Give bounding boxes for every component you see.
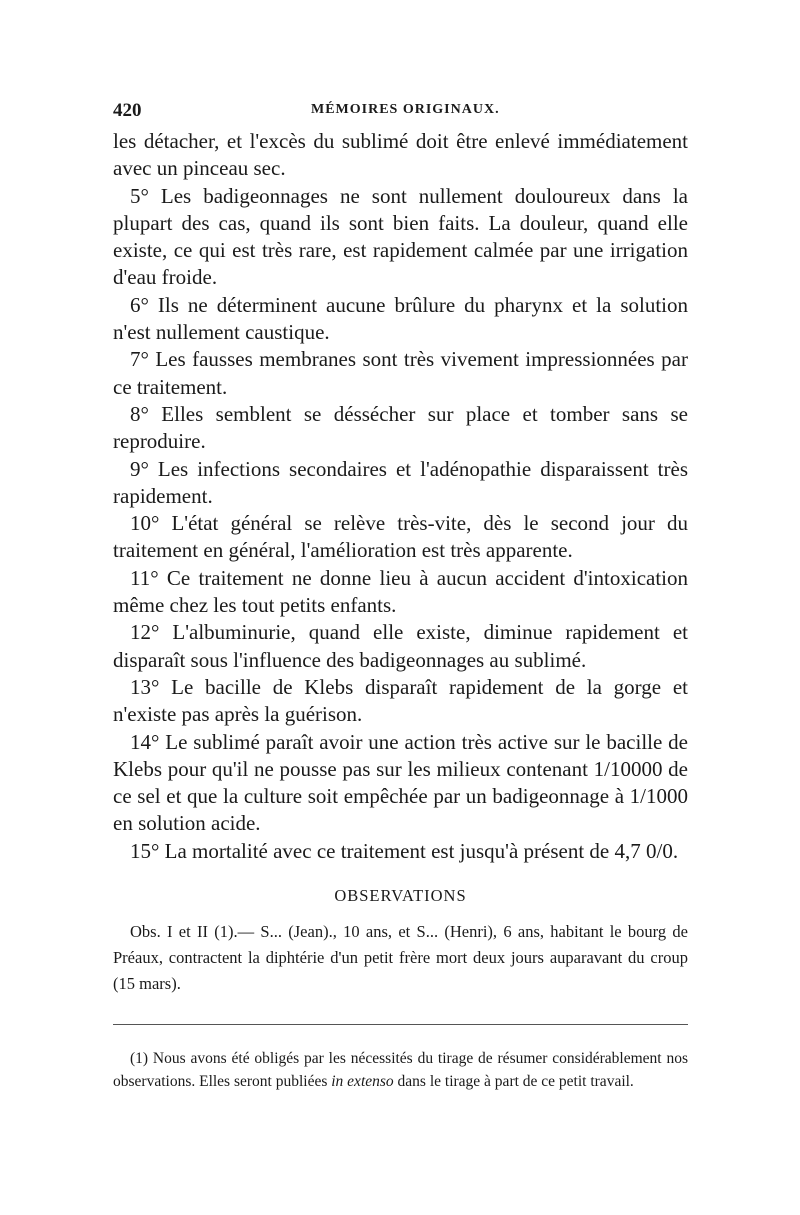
page-number: 420	[113, 100, 142, 121]
footnote-emphasis: in extenso	[331, 1073, 394, 1091]
paragraph-item-8: 8° Elles semblent se déssécher sur place et tomber sans se reproduire.	[113, 401, 688, 454]
paragraph-item-13: 13° Le bacille de Klebs disparaît rapidement de la gorge et n'existe pas après la guérison.	[113, 674, 688, 727]
paragraph-item-14: 14° Le sublimé paraît avoir une action très active sur le bacille de Klebs pour qu'il ne pousse pas sur les milieux contenant 1/10000 de ce sel et que la culture soit empêchée par un badigeonnage à 1/1000 en solution acide.	[113, 729, 688, 836]
paragraph-item-7: 7° Les fausses membranes sont très vivement impressionnées par ce traitement.	[113, 347, 688, 399]
paragraph-item-12: 12° L'albuminurie, quand elle existe, diminue rapidement et disparaît sous l'influence des badigeonnages au sublimé.	[113, 620, 688, 672]
paragraph-item-6: 6° Ils ne déterminent aucune brûlure du pharynx et la solution n'est nullement caustique.	[113, 292, 688, 345]
page	[113, 98, 688, 1093]
footnote-text: (1) Nous avons été obligés par les nécessités du tirage de résumer considérablement nos observations. Elles seront publiées	[113, 1050, 688, 1091]
paragraph-continuation: les détacher, et l'excès du sublimé doit être enlevé immédiatement avec un pinceau sec.	[113, 129, 688, 181]
paragraph-item-11: 11° Ce traitement ne donne lieu à aucun accident d'intoxication même chez les tout petits enfants.	[113, 565, 688, 618]
running-header	[113, 98, 688, 128]
paragraph-item-10: 10° L'état général se relève très-vite, dès le second jour du traitement en général, l'amélioration est très apparente.	[113, 511, 688, 563]
footnote	[113, 1047, 688, 1093]
section-heading: OBSERVATIONS	[334, 886, 467, 906]
paragraph-item-15: 15° La mortalité avec ce traitement est jusqu'à présent de 4,7 0/0.	[130, 838, 679, 863]
body-text	[113, 128, 688, 865]
paragraph-item-5: 5° Les badigeonnages ne sont nullement douloureux dans la plupart des cas, quand ils sont bien faits. La douleur, quand elle existe, ce qui est très rare, est rapidement calmée par une irrigation d'eau froide.	[113, 183, 688, 290]
footnote-divider	[113, 1024, 688, 1025]
paragraph-item-9: 9° Les infections secondaires et l'adénopathie disparaissent très rapidement.	[113, 456, 688, 508]
footnote-text-end: dans le tirage à part de ce petit travail.	[393, 1073, 634, 1091]
running-title: MÉMOIRES ORIGINAUX.	[311, 102, 500, 117]
observation-paragraph: Obs. I et II (1).— S... (Jean)., 10 ans, et S... (Henri), 6 ans, habitant le bourg de Préaux, contractent la diphtérie d'un petit frère mort deux jours auparavant du croup (15 mars).	[113, 922, 688, 994]
